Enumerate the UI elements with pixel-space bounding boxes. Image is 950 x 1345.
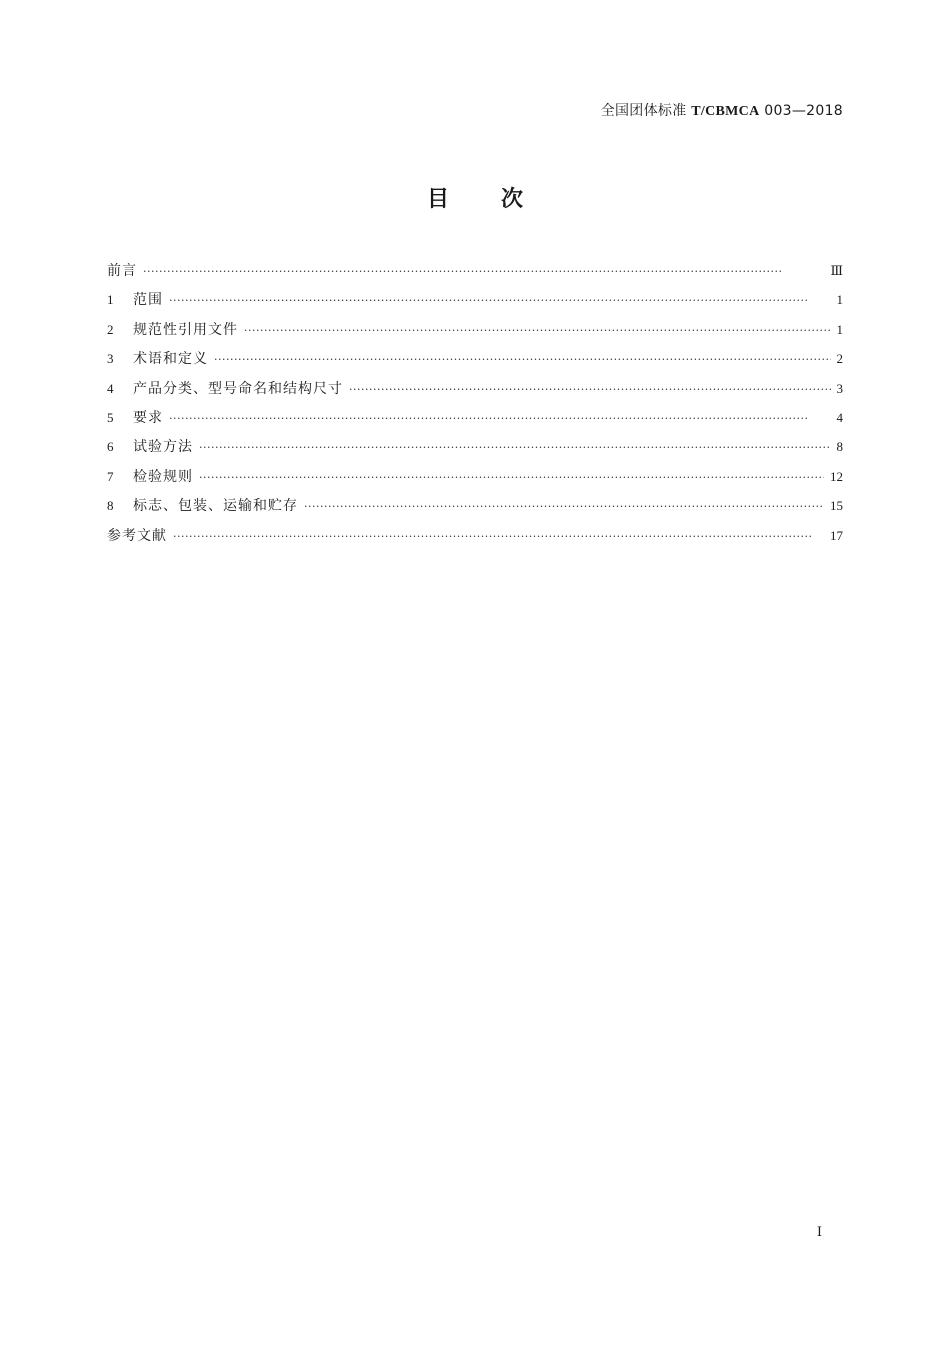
toc-entry-page: 2 bbox=[836, 351, 843, 367]
toc-entry-label: 试验方法 bbox=[133, 439, 193, 456]
toc-entry-number: 5 bbox=[107, 409, 114, 425]
toc-entry-number: 7 bbox=[107, 468, 114, 484]
standard-id: T/CBMCA bbox=[691, 104, 760, 119]
toc-entry-marking-packaging[interactable] bbox=[107, 495, 843, 524]
toc-entry-label: 前言 bbox=[107, 263, 137, 279]
toc-entry-normative-references[interactable] bbox=[107, 319, 843, 348]
toc-entry-terms-definitions[interactable] bbox=[107, 348, 843, 377]
toc-entry-page: 3 bbox=[836, 380, 843, 396]
toc-entry-number: 6 bbox=[107, 439, 114, 455]
toc-entry-number: 2 bbox=[107, 321, 114, 337]
toc-entry-label: 范围 bbox=[133, 292, 163, 309]
toc-entry-label: 参考文献 bbox=[107, 527, 167, 544]
standard-code-header bbox=[601, 100, 843, 120]
toc-entry-page: 17 bbox=[830, 527, 843, 543]
toc-entry-label: 规范性引用文件 bbox=[133, 321, 238, 338]
toc-entry-page: Ⅲ bbox=[830, 263, 843, 278]
toc-entry-inspection-rules[interactable] bbox=[107, 466, 843, 495]
table-of-contents bbox=[107, 260, 843, 554]
toc-entry-scope[interactable] bbox=[107, 289, 843, 318]
toc-leader-dots bbox=[143, 261, 824, 283]
toc-entry-number: 8 bbox=[107, 498, 114, 514]
toc-entry-requirements[interactable] bbox=[107, 407, 843, 436]
toc-leader-dots bbox=[304, 496, 824, 518]
toc-entry-page: 12 bbox=[830, 468, 843, 484]
toc-entry-page: 1 bbox=[836, 292, 843, 308]
toc-leader-dots bbox=[173, 526, 824, 548]
toc-title: 目次 bbox=[426, 187, 575, 212]
toc-entry-page: 8 bbox=[836, 439, 843, 455]
toc-leader-dots bbox=[199, 437, 831, 459]
standard-prefix: 全国团体标准 bbox=[600, 103, 692, 119]
toc-leader-dots bbox=[169, 290, 831, 312]
toc-entry-page: 4 bbox=[836, 409, 843, 425]
toc-entry-page: 15 bbox=[830, 498, 843, 514]
toc-entry-bibliography[interactable] bbox=[107, 525, 843, 554]
toc-entry-test-methods[interactable] bbox=[107, 436, 843, 465]
toc-entry-number: 1 bbox=[107, 292, 114, 308]
toc-entry-page: 1 bbox=[836, 321, 843, 337]
toc-leader-dots bbox=[349, 379, 831, 401]
toc-entry-number: 4 bbox=[107, 380, 114, 396]
toc-entry-label: 标志、包装、运输和贮存 bbox=[133, 498, 298, 515]
toc-leader-dots bbox=[244, 320, 831, 342]
toc-entry-label: 要求 bbox=[133, 409, 163, 426]
toc-leader-dots bbox=[199, 467, 824, 489]
toc-entry-number: 3 bbox=[107, 351, 114, 367]
toc-entry-label: 术语和定义 bbox=[133, 351, 208, 368]
standard-number: 003—2018 bbox=[759, 103, 843, 119]
page-number: Ⅰ bbox=[816, 1224, 822, 1239]
toc-entry-label: 检验规则 bbox=[133, 468, 193, 485]
toc-entry-label: 产品分类、型号命名和结构尺寸 bbox=[133, 380, 343, 397]
toc-leader-dots bbox=[169, 408, 831, 430]
toc-leader-dots bbox=[214, 349, 831, 371]
toc-entry-foreword[interactable] bbox=[107, 260, 843, 289]
toc-entry-classification[interactable] bbox=[107, 378, 843, 407]
